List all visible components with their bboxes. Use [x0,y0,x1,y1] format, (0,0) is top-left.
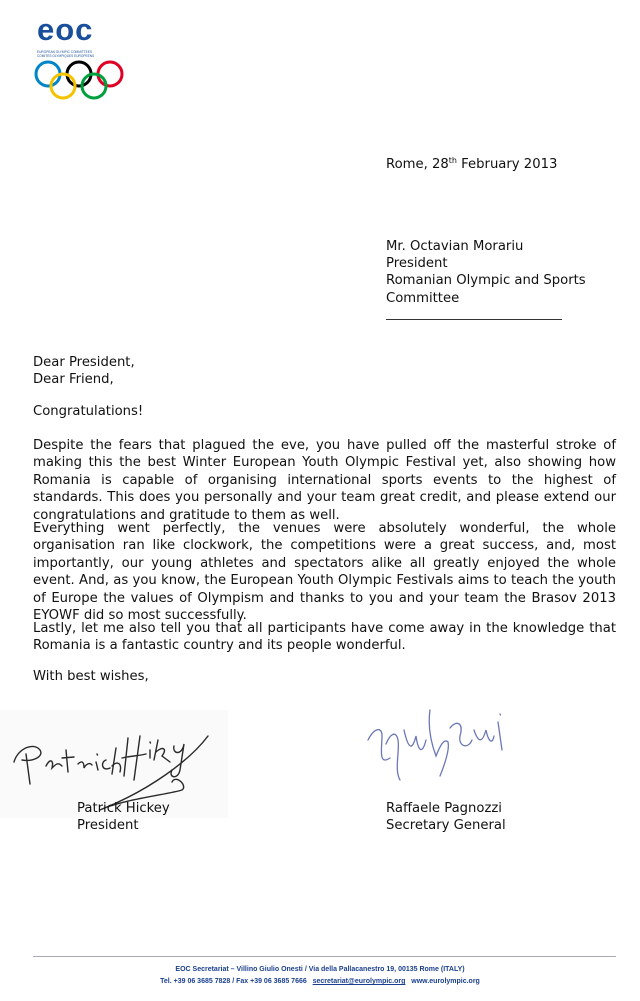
olympic-rings-icon [33,60,129,102]
right-signatory-title: Secretary General [386,818,506,834]
raffaele-pagnozzi-signature [360,700,520,790]
footer-address: EOC Secretariat – Villino Giulio Onesti / Via della Pallacanestro 19, 00135 Rome (ITALY) [175,966,465,973]
left-signatory [77,800,170,835]
footer-contact [20,978,620,985]
recipient-org-line1: Romanian Olympic and Sports [386,273,586,289]
salutation: Dear President, Dear Friend, [33,355,135,388]
congratulations-line: Congratulations! [33,404,144,419]
footer-phone-fax: Tel. +39 06 3685 7828 / Fax +39 06 3685 7666 [160,978,307,985]
logo-wordmark: eoc [37,12,94,47]
right-signatory [386,800,506,835]
footer-divider [33,956,616,957]
recipient-title: President [386,256,448,272]
recipient-block [386,238,586,307]
left-signatory-name: Patrick Hickey [77,801,170,816]
recipient-org-line2: Committee [386,290,460,306]
footer-website[interactable]: www.eurolympic.org [411,978,480,985]
logo-subtitle: EUROPEAN OLYMPIC COMMITTEES COMITES OLYMPIQUES EUROPEENS [37,50,95,58]
footer-email-link[interactable]: secretariat@eurolympic.org [312,978,406,985]
body-paragraph-3: Lastly, let me also tell you that all participants have come away in the knowledge that Romania is a fantastic country and its people wonderful. [33,621,616,654]
left-signatory-title: President [77,818,139,834]
right-signatory-name: Raffaele Pagnozzi [386,801,502,816]
recipient-underline [386,319,562,320]
eoc-logo [33,12,129,100]
letter-date: Rome, 28th February 2013 [386,156,558,172]
body-paragraph-1: Despite the fears that plagued the eve, you have pulled off the masterful stroke of making this the best Winter European Youth Olympic Festival yet, also showing how Romania is capable of organising international sports events to the highest of standards. This does you personally and your team great credit, and please extend our congratulations and gratitude to them as well. [33,438,616,523]
recipient-name: Mr. Octavian Morariu [386,239,524,254]
closing-line: With best wishes, [33,669,149,684]
body-paragraph-2: Everything went perfectly, the venues were absolutely wonderful, the whole organisation ran like clockwork, the competitions were a great success, and, most importantly, our young athletes and spectators alike all greatly enjoyed the whole event. And, as you know, the European Youth Olympic Festivals aims to teach the youth of Europe the values of Olympism and thanks to you and your team the Brasov 2013 EYOWF did so most successfully. [33,521,616,624]
